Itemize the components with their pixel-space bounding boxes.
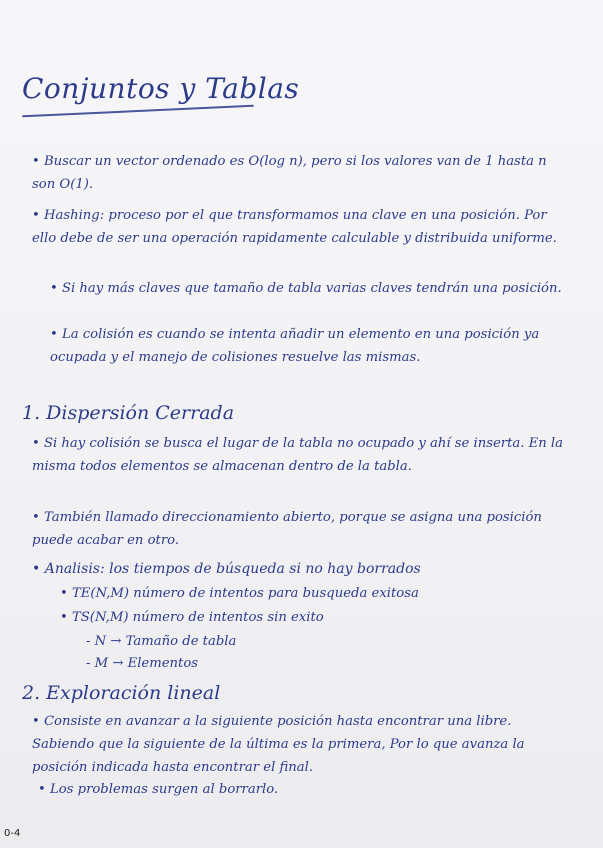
- page-number: 0-4: [4, 828, 21, 839]
- section-2-note-2: [38, 778, 578, 801]
- section-1-analysis: [32, 558, 572, 581]
- intro-note-1: [32, 150, 572, 196]
- section-2-heading: 2. Exploración lineal: [22, 682, 221, 704]
- intro-text-1: • Buscar un vector ordenado es O(log n), pero si los valores van de 1 hasta n son O(1).: [32, 154, 547, 192]
- section-1-text-2: • También llamado direccionamiento abierto, porque se asigna una posición puede acabar en otro.: [32, 510, 542, 548]
- section-1-text-1: • Si hay colisión se busca el lugar de la tabla no ocupado y ahí se inserta. En la misma todos elementos se almacenan dentro de la tabla.: [32, 436, 564, 474]
- m-text: - M → Elementos: [86, 656, 199, 671]
- ts-text: • TS(N,M) número de intentos sin exito: [60, 610, 324, 625]
- intro-note-4: [50, 323, 570, 369]
- m-line: [86, 652, 566, 675]
- section-2-note-1: [32, 710, 577, 779]
- section-1-note-2: [32, 506, 572, 552]
- page-title: Conjuntos y Tablas: [22, 72, 300, 105]
- n-text: - N → Tamaño de tabla: [86, 634, 237, 649]
- section-2-text-1: • Consiste en avanzar a la siguiente posición hasta encontrar una libre. Sabiendo que la siguiente de la última es la primera, Por lo que avanza la posición indicada hasta encontrar el final.: [32, 714, 525, 775]
- title-underline: [22, 105, 254, 118]
- intro-note-2: [32, 204, 572, 250]
- n-line: [86, 630, 566, 653]
- te-line: [60, 582, 570, 605]
- section-1-heading: 1. Dispersión Cerrada: [22, 402, 235, 424]
- intro-text-4: • La colisión es cuando se intenta añadir un elemento en una posición ya ocupada y el manejo de colisiones resuelve las mismas.: [50, 327, 540, 365]
- ts-line: [60, 606, 570, 629]
- te-text: • TE(N,M) número de intentos para busqueda exitosa: [60, 586, 419, 601]
- intro-text-3: • Si hay más claves que tamaño de tabla varias claves tendrán una posición.: [50, 281, 562, 296]
- section-1-text-3: • Analisis: los tiempos de búsqueda si no hay borrados: [32, 561, 421, 577]
- section-1-note-1: [32, 432, 572, 478]
- intro-text-2: • Hashing: proceso por el que transformamos una clave en una posición. Por ello debe de ser una operación rapidamente calculable y distribuida uniforme.: [32, 208, 557, 246]
- intro-note-3: [50, 277, 570, 300]
- section-2-text-2: • Los problemas surgen al borrarlo.: [38, 782, 279, 797]
